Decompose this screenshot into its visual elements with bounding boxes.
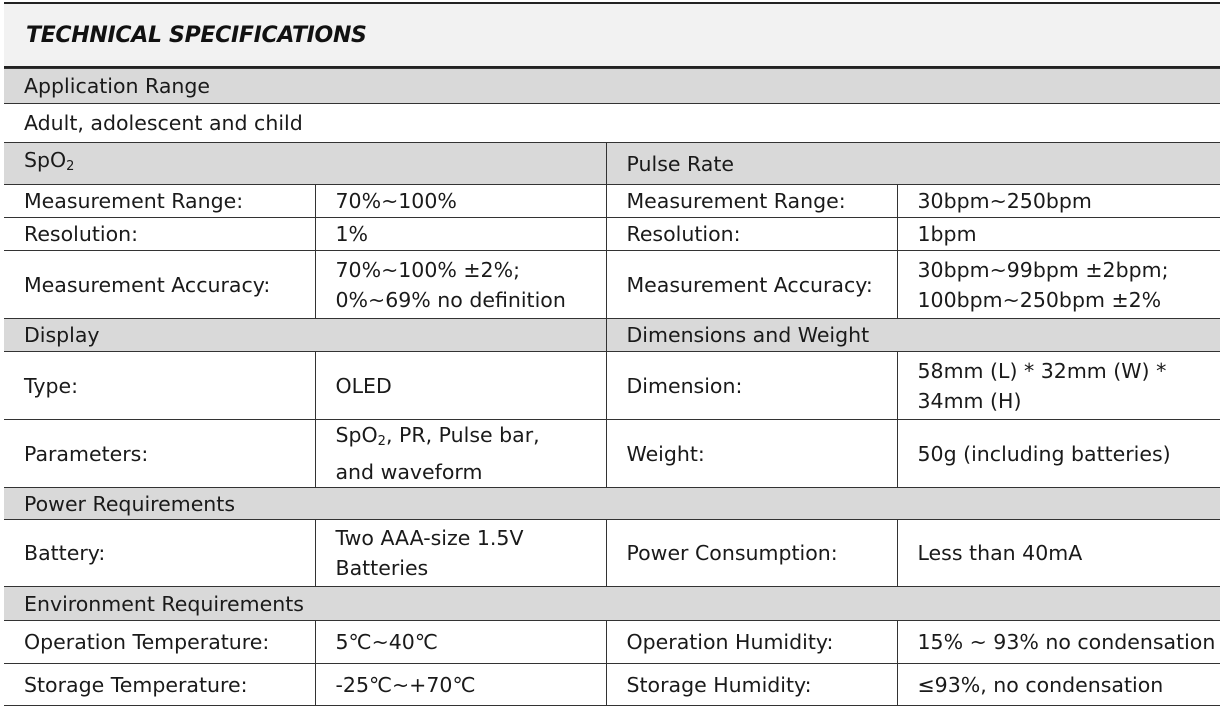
- row-resolution: [4, 218, 1220, 251]
- spec-label: Battery:: [4, 520, 315, 587]
- spec-value: 30bpm~99bpm ±2bpm; 100bpm~250bpm ±2%: [897, 251, 1220, 319]
- spec-value: 5℃~40℃: [315, 621, 606, 664]
- spec-label: Type:: [4, 352, 315, 420]
- row-measurement-range: [4, 185, 1220, 218]
- row-measurement-accuracy: [4, 251, 1220, 319]
- row-application-value: [4, 104, 1220, 143]
- spec-value: 70%~100% ±2%; 0%~69% no definition: [315, 251, 606, 319]
- spec-label: Resolution:: [606, 218, 897, 251]
- spec-value: SpO$_2$, PR, Pulse bar, and waveform: [315, 420, 606, 488]
- spec-label: Operation Temperature:: [4, 621, 315, 664]
- section-heading-pulse-rate: Pulse Rate: [606, 143, 1220, 185]
- spec-value: 1%: [315, 218, 606, 251]
- spec-value: 1bpm: [897, 218, 1220, 251]
- page-title: TECHNICAL SPECIFICATIONS: [26, 22, 367, 48]
- section-spo2-pulse: [4, 143, 1220, 185]
- spec-value: Less than 40mA: [897, 520, 1220, 587]
- spec-value: OLED: [315, 352, 606, 420]
- row-type-dimension: [4, 352, 1220, 420]
- section-power-requirements: [4, 488, 1220, 520]
- spec-label: Operation Humidity:: [606, 621, 897, 664]
- spec-label: Weight:: [606, 420, 897, 488]
- spec-label: Storage Humidity:: [606, 664, 897, 706]
- section-heading-spo2: SpO$_2$: [4, 143, 606, 185]
- row-battery-consumption: [4, 520, 1220, 587]
- section-display-dimensions: [4, 319, 1220, 352]
- spec-sheet: [4, 2, 1220, 706]
- spec-label: Measurement Range:: [4, 185, 315, 218]
- section-environment-requirements: [4, 587, 1220, 621]
- spec-value: 70%~100%: [315, 185, 606, 218]
- application-value: Adult, adolescent and child: [4, 104, 1220, 143]
- section-heading-display: Display: [4, 319, 606, 352]
- section-heading-dimensions: Dimensions and Weight: [606, 319, 1220, 352]
- spec-table: [4, 68, 1220, 706]
- spec-label: Parameters:: [4, 420, 315, 488]
- spec-value: 58mm (L) * 32mm (W) * 34mm (H): [897, 352, 1220, 420]
- section-heading: Environment Requirements: [4, 587, 1220, 621]
- row-operation: [4, 621, 1220, 664]
- row-parameters-weight: [4, 420, 1220, 488]
- spec-value: 50g (including batteries): [897, 420, 1220, 488]
- spec-value: ≤93%, no condensation: [897, 664, 1220, 706]
- spec-label: Dimension:: [606, 352, 897, 420]
- spec-label: Power Consumption:: [606, 520, 897, 587]
- spec-label: Storage Temperature:: [4, 664, 315, 706]
- spec-label: Measurement Range:: [606, 185, 897, 218]
- section-heading: Power Requirements: [4, 488, 1220, 520]
- spec-value: 15% ~ 93% no condensation: [897, 621, 1220, 664]
- spec-label: Resolution:: [4, 218, 315, 251]
- row-storage: [4, 664, 1220, 706]
- spec-label: Measurement Accuracy:: [606, 251, 897, 319]
- section-heading: Application Range: [4, 69, 1220, 104]
- spec-label: Measurement Accuracy:: [4, 251, 315, 319]
- spec-value: 30bpm~250bpm: [897, 185, 1220, 218]
- section-application-range: [4, 69, 1220, 104]
- spec-value: -25℃~+70℃: [315, 664, 606, 706]
- spec-value: Two AAA-size 1.5V Batteries: [315, 520, 606, 587]
- spec-title-bar: [4, 2, 1220, 68]
